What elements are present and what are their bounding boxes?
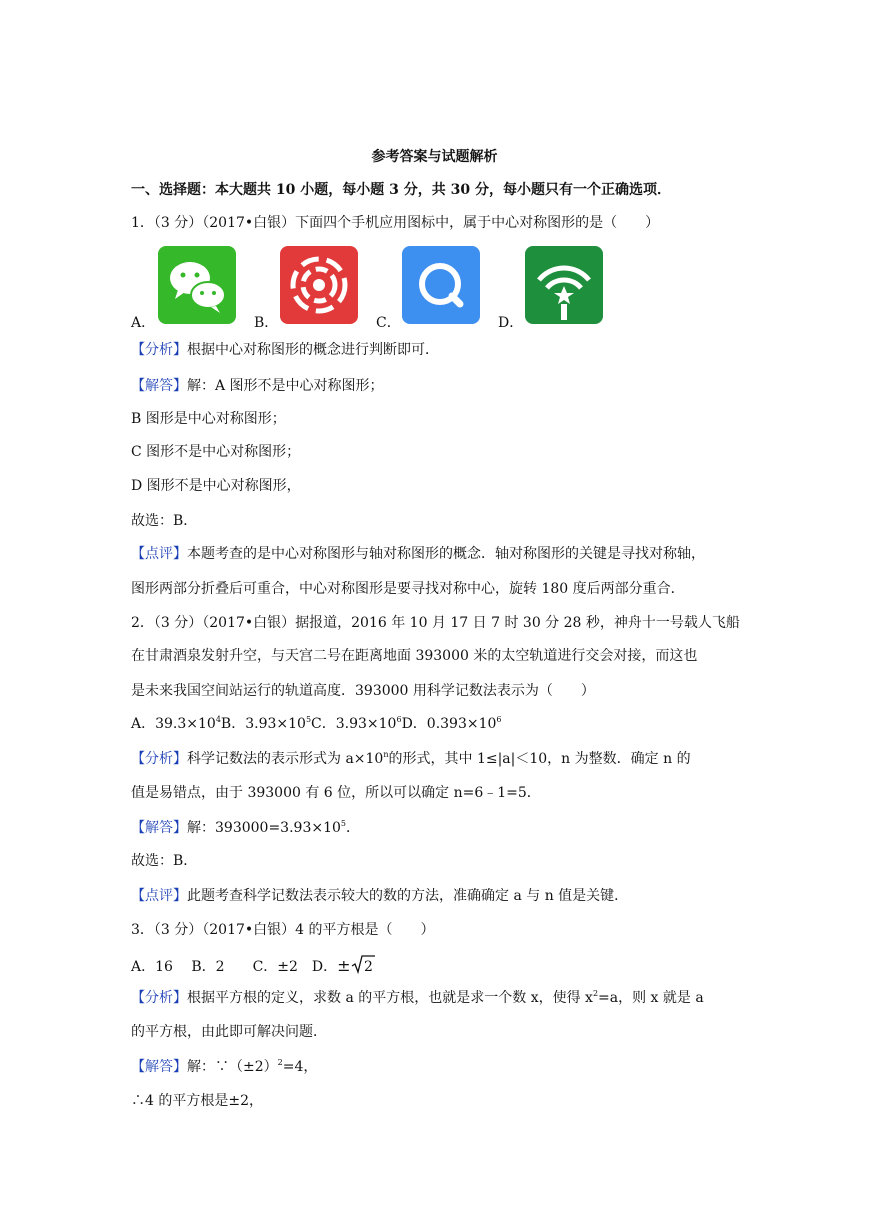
q2-options: A．$39.3\times 10^4B$．$3.93\times 10^5C$．$3.93\times 10^6D$．$0.393\times 10^6$ [131,715,502,732]
comment-tag: 【点评】 [131,888,187,904]
section-heading: 一、选择题：本大题共 10 小题，每小题 3 分，共 30 分，每小题只有一个正确选项． [131,182,671,198]
q1-answer: 【解答】解：A 图形不是中心对称图形； [131,378,384,394]
q2-stem-2: 在甘肃酒泉发射升空，与天宫二号在距离地面 393000 米的太空轨道进行交会对接，而这也 [131,648,698,664]
q2-comment: 【点评】此题考查科学记数法表示较大的数的方法，准确确定 a 与 n 值是关键． [131,888,629,904]
q3-answer: 【解答】解：$\because(\pm 2)^2=4$， [131,1058,318,1075]
sqrt-icon [351,954,375,980]
q-search-icon [402,246,480,324]
q1-comment: 【点评】本题考查的是中心对称图形与轴对称图形的概念．轴对称图形的关键是寻找对称轴， [131,546,705,562]
q1-answer-d: D 图形不是中心对称图形， [131,478,301,494]
q1-answer-c: C 图形不是中心对称图形； [131,444,301,460]
plus-minus-sign: ± [337,956,351,975]
q3-options: A．16 B．2 C．±2 D．± 2 [131,954,375,980]
q3-therefore: ∴4 的平方根是±2， [131,1093,263,1109]
q1-option-c-label: C． [376,315,401,331]
analysis-tag: 【分析】 [131,342,187,358]
q1-option-a-label: A． [131,315,156,331]
page-title: 参考答案与试题解析 [371,149,498,165]
q3-stem: 3．（3 分）（2017•白银）4 的平方根是（ ） [131,922,435,938]
q2-choice: 故选：B． [131,853,198,869]
q1-comment-2: 图形两部分折叠后可重合，中心对称图形是要寻找对称中心，旋转 180 度后两部分重合． [131,581,685,597]
analysis-tag: 【分析】 [131,990,187,1006]
q2-analysis-2: 值是易错点，由于 393000 有 6 位，所以可以确定 n=6﹣1=5． [131,785,541,801]
q1-answer-b: B 图形是中心对称图形； [131,411,286,427]
q2-answer: 【解答】解：$393000=3.93\times 10^5$． [131,819,360,836]
comment-tag: 【点评】 [131,546,187,562]
q1-analysis: 【分析】根据中心对称图形的概念进行判断即可． [131,342,439,358]
q2-stem-3: 是未来我国空间站运行的轨道高度．393000 用科学记数法表示为（ ） [131,683,595,699]
q1-options [131,246,631,330]
sqrt-radicand: 2 [363,959,373,974]
q1-option-b-label: B． [254,315,279,331]
answer-tag: 【解答】 [131,820,187,836]
q1-choice: 故选：B． [131,513,198,529]
wechat-icon [158,246,236,324]
q1-option-d-label: D． [498,315,524,331]
wifi-tower-icon [525,246,603,324]
q1-stem: 1．（3 分）（2017•白银）下面四个手机应用图标中，属于中心对称图形的是（ ） [131,215,660,231]
q2-stem-1: 2．（3 分）（2017•白银）据报道，2016 年 10 月 17 日 7 时 30 分 28 秒，神舟十一号载人飞船 [131,615,740,631]
answer-tag: 【解答】 [131,378,187,394]
analysis-tag: 【分析】 [131,751,187,767]
answer-tag: 【解答】 [131,1059,187,1075]
phoenix-icon [280,246,358,324]
q3-analysis-2: 的平方根，由此即可解决问题． [131,1024,327,1040]
q3-analysis: 【分析】根据平方根的定义，求数 a 的平方根，也就是求一个数 x，使得 $x^2=a$，则 x 就是 a [131,989,704,1006]
q2-analysis: 【分析】科学记数法的表示形式为 $a\times 10^n$的形式，其中 1≤|a|＜10，n 为整数．确定 n 的 [131,750,691,767]
